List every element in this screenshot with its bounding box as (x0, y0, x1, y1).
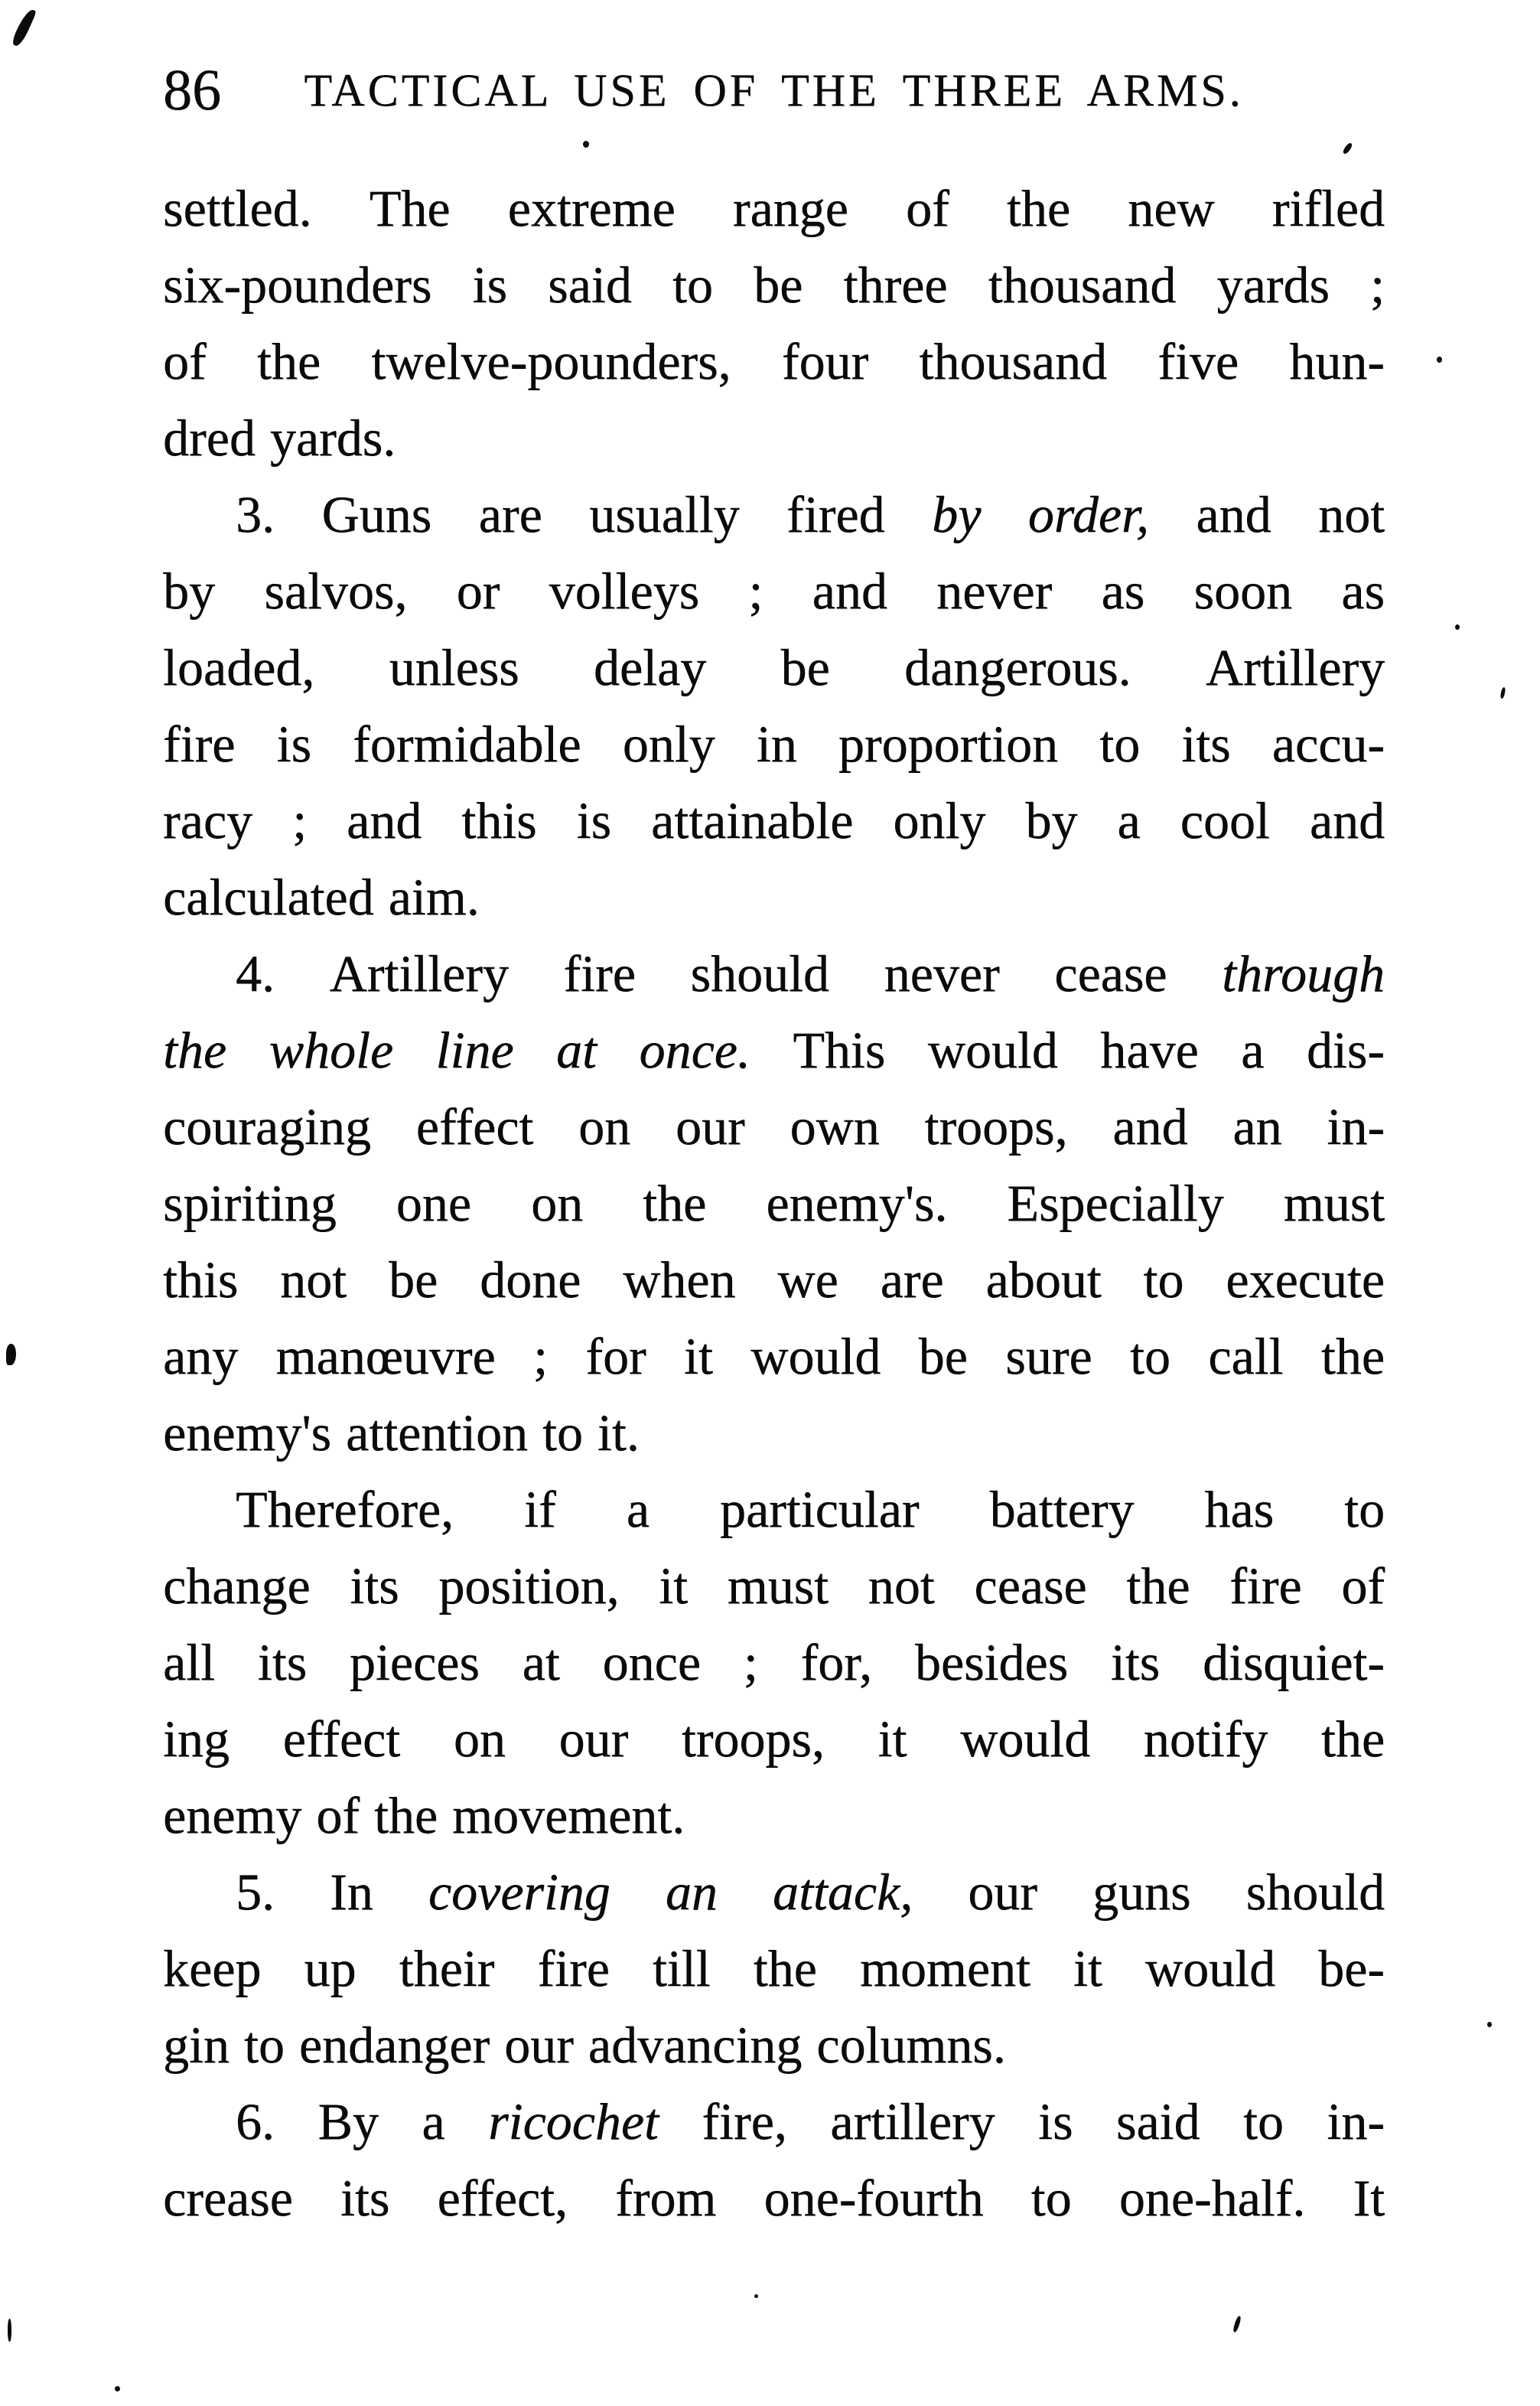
text-line: couraging effect on our own troops, and an in- (163, 1097, 1385, 1156)
text-line: gin to endanger our advancing columns. (163, 2016, 1006, 2074)
text-line: all its pieces at once ; for, besides its disquiet- (163, 1633, 1385, 1691)
text-line: by salvos, or volleys ; and never as soon as (163, 562, 1385, 620)
text-line: calculated aim. (163, 868, 480, 926)
text-line: fire is formidable only in proportion to its accu- (163, 715, 1385, 773)
text-line: 3. Guns are usually fired by order, and not (236, 485, 1385, 543)
ink-speck (115, 2386, 120, 2391)
text-line: this not be done when we are about to execute (163, 1250, 1385, 1309)
ink-speck (1499, 687, 1506, 699)
text-line: enemy's attention to it. (163, 1404, 640, 1462)
ink-speck (1342, 142, 1353, 155)
ink-speck (8, 2319, 11, 2342)
ink-speck (1232, 2316, 1242, 2333)
ink-speck (754, 2294, 758, 2298)
page-header (163, 58, 1385, 122)
text-line: dred yards. (163, 409, 396, 467)
text-line: keep up their fire till the moment it would be- (163, 1939, 1385, 1997)
ink-speck (583, 141, 589, 148)
text-line: racy ; and this is attainable only by a cool and (163, 791, 1385, 849)
text-line: spiriting one on the enemy's. Especially must (163, 1174, 1385, 1232)
text-line: any manœuvre ; for it would be sure to call the (163, 1327, 1385, 1385)
text-line: 5. In covering an attack, our guns should (236, 1863, 1385, 1921)
page-number: 86 (163, 58, 221, 122)
text-line: the whole line at once. This would have a dis- (163, 1021, 1385, 1079)
text-line: 6. By a ricochet fire, artillery is said to in- (236, 2092, 1385, 2150)
text-line: of the twelve-pounders, four thousand five hun- (163, 332, 1385, 390)
ink-speck (1455, 624, 1460, 630)
text-line: ing effect on our troops, it would notify the (163, 1710, 1385, 1768)
ink-speck (11, 7, 37, 47)
text-line: six-pounders is said to be three thousand yards ; (163, 256, 1385, 314)
text-line: change its position, it must not cease the fire of (163, 1557, 1385, 1615)
running-title: TACTICAL USE OF THE THREE ARMS. (304, 65, 1244, 116)
text-line: 4. Artillery fire should never cease through (236, 944, 1385, 1002)
text-line: loaded, unless delay be dangerous. Artillery (163, 638, 1385, 696)
text-line: Therefore, if a particular battery has to (236, 1480, 1385, 1538)
text-line: crease its effect, from one-fourth to one-half. It (163, 2169, 1385, 2227)
text-line: enemy of the movement. (163, 1786, 685, 1844)
ink-speck (1487, 2022, 1492, 2027)
ink-speck (6, 1344, 16, 1365)
ink-speck (1437, 357, 1442, 363)
text-line: settled. The extreme range of the new rifled (163, 179, 1385, 237)
text-block (163, 173, 1385, 2239)
